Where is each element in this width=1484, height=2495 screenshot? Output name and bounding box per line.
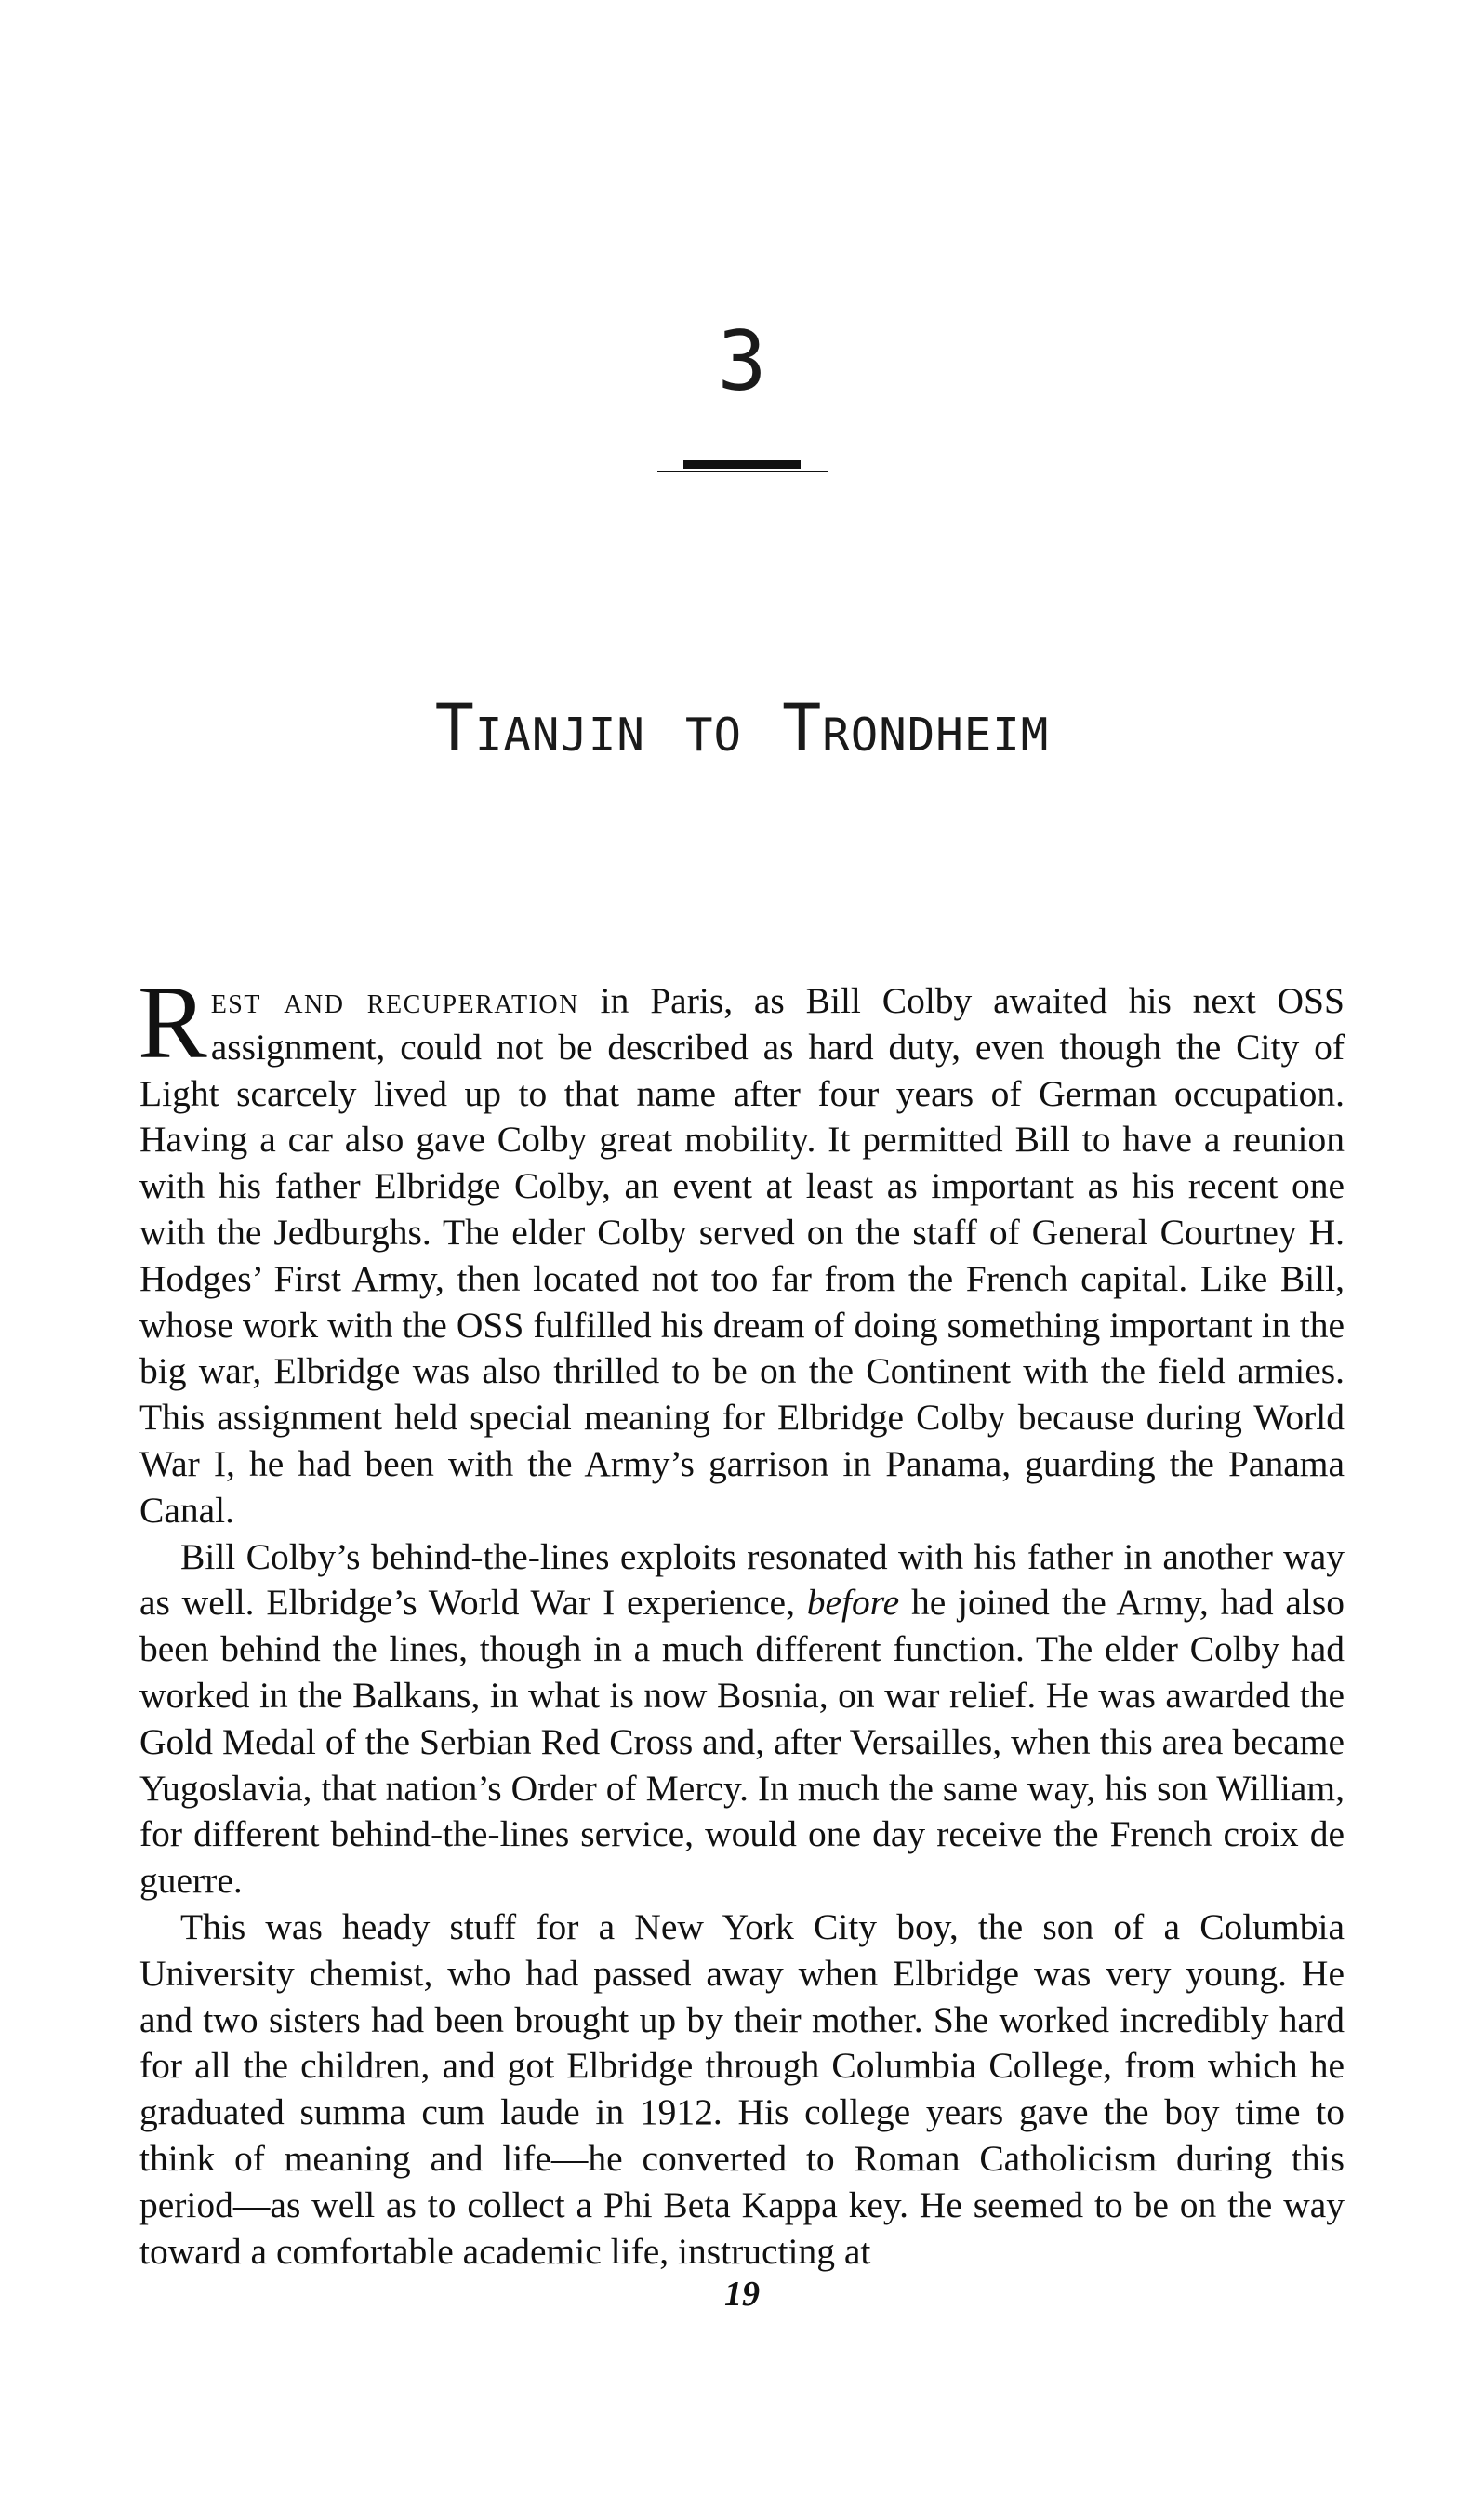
drop-cap: R	[138, 965, 207, 1081]
paragraph-3	[139, 1904, 1345, 2275]
paragraph-2-emphasis: before	[806, 1582, 900, 1624]
paragraph-2-text-before: Bill Colby’s behind-the-lines exploits resonated with his father in another way as well. Elbridge’s World War I experience,	[139, 1535, 1345, 1624]
chapter-number: 3	[717, 313, 767, 409]
paragraph-1-text: in Paris, as Bill Colby awaited his next OSS assignment, could not be described as hard duty, even though the City of Light scarcely lived up to that name after four years of German occupation. Having a car also gave Colby great mobility. It permitted Bill to have a reunion with his father Elbridge Colby, an event at least as important as his recent one with the Jedburghs. The elder Colby served on the staff of General Courtney H. Hodges’ First Army, then located not too far from the French capital. Like Bill, whose work with the OSS fulfilled his dream of doing something important in the big war, Elbridge was also thrilled to be on the Continent with the field armies. This assignment held special meaning for Elbridge Colby because during World War I, he had been with the Army’s garrison in Panama, guarding the Panama Canal.	[139, 980, 1345, 1531]
body-text	[138, 965, 1345, 2275]
paragraph-1	[138, 965, 1345, 1534]
paragraph-3-text: This was heady stuff for a New York City boy, the son of a Columbia University chemist, who had passed away when Elbridge was very young. He and two sisters had been brought up by their mother. She worked incredibly hard for all the children, and got Elbridge through Columbia College, from which he graduated summa cum laude in 1912. His college years gave the boy time to think of meaning and life—he converted to Roman Catholicism during this period—as well as to collect a Phi Beta Kappa key. He seemed to be on the way toward a comfortable academic life, instructing at	[139, 1905, 1345, 2272]
chapter-rule-thin	[657, 471, 828, 472]
chapter-title: Tianjin to Trondheim	[434, 690, 1050, 766]
paragraph-2	[139, 1534, 1345, 1904]
paragraph-2-text-after: he joined the Army, had also been behind the lines, though in a much different function. The elder Colby had worked in the Balkans, in what is now Bosnia, on war relief. He was awarded the Gold Medal of the Serbian Red Cross and, after Versailles, when this area became Yugoslavia, that nation’s Order of Mercy. In much the same way, his son William, for different behind-the-lines service, would one day receive the French croix de guerre.	[139, 1582, 1345, 1902]
lead-in-small-caps: est and recuperation	[210, 980, 579, 1021]
page-number: 19	[724, 2275, 760, 2314]
chapter-rule-thick	[683, 460, 801, 469]
